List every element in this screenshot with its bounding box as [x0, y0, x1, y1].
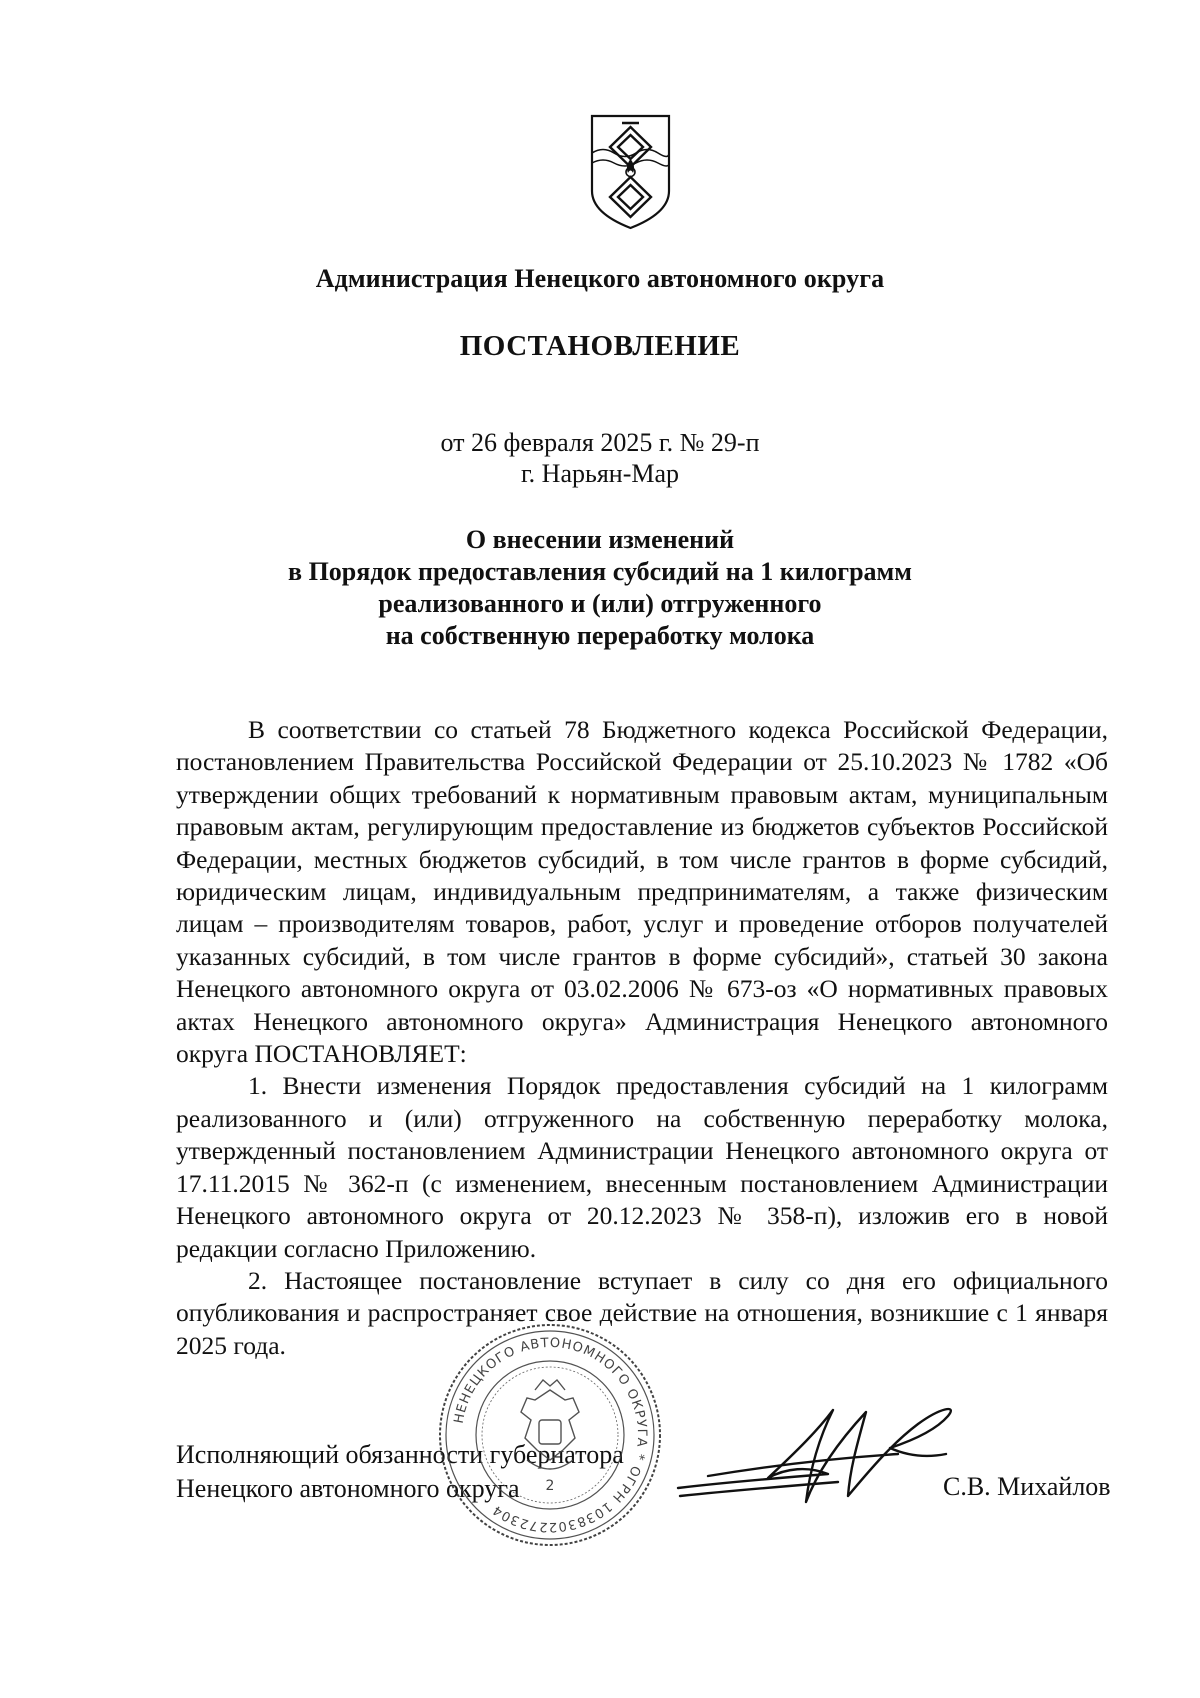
signatory-position-line: Ненецкого автономного округа — [176, 1474, 520, 1503]
title-line: в Порядок предоставления субсидий на 1 килограмм — [288, 557, 912, 586]
document-date-number: от 26 февраля 2025 г. № 29-п — [440, 428, 760, 457]
official-seal-icon — [435, 1320, 665, 1550]
signatory-position-line: Исполняющий обязанности губернатора — [176, 1440, 624, 1469]
document-title — [0, 524, 1200, 652]
handwritten-signature-icon — [668, 1370, 968, 1520]
title-line: на собственную переработку молока — [385, 621, 815, 650]
body-paragraph-item-1: 1. Внести изменения Порядок предоставления субсидий на 1 килограмм реализованного и (или) отгруженного на собственную переработку молока, утвержденный постановлением Администрации Ненецкого автономного округа от 17.11.2015 № 362-п (с изменением, внесенным постановлением Администрации Ненецкого автономного округа от 20.12.2023 № 358-п), изложив его в новой редакции согласно Приложению. — [176, 1071, 1108, 1263]
organization-name: Администрация Ненецкого автономного округа — [315, 264, 885, 293]
svg-text:НЕНЕЦКОГО АВТОНОМНОГО ОКРУГА * — [452, 1336, 649, 1534]
coat-of-arms-icon — [589, 113, 672, 231]
document-city: г. Нарьян-Мар — [520, 459, 680, 488]
body-paragraph-preamble: В соответствии со статьей 78 Бюджетного кодекса Российской Федерации, постановлением Правительства Российской Федерации от 25.10.2023 № 1782 «Об утверждении общих требований к нормативным правовым актам, муниципальным правовым актам, регулирующим предоставление из бюджетов субъектов Российской Федерации, местных бюджетов субсидий, в том числе грантов в форме субсидий, юридическим лицам, индивидуальным предпринимателям, а также физическим лицам – производителям товаров, работ, услуг и проведение отборов получателей указанных субсидий, в том числе грантов в форме субсидий», статьей 30 закона Ненецкого автономного округа от 03.02.2006 № 673-оз «О нормативных правовых актах Ненецкого автономного округа» Администрация Ненецкого автономного округа ПОСТАНОВЛЯЕТ: — [176, 715, 1108, 1069]
signatory-name: С.В. Михайлов — [943, 1472, 1111, 1501]
stamp-text: НЕНЕЦКОГО АВТОНОМНОГО ОКРУГА * ОГРН 1038302272304 — [451, 1335, 650, 1535]
body-paragraph-item-2: 2. Настоящее постановление вступает в силу со дня его официального опубликования и распространяет свое действие на отношения, возникшие с 1 января 2025 года. — [176, 1265, 1108, 1360]
document-body — [176, 714, 1108, 1362]
title-line: реализованного и (или) отгруженного — [378, 589, 822, 618]
document-type: ПОСТАНОВЛЕНИЕ — [459, 330, 741, 362]
stamp-number: 2 — [545, 1478, 555, 1494]
title-line: О внесении изменений — [465, 525, 735, 554]
